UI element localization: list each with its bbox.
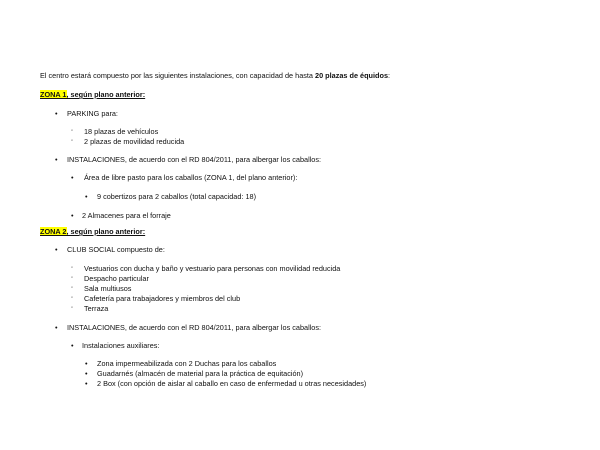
zona2-heading — [40, 227, 145, 236]
bullet-icon: • — [71, 341, 74, 350]
bullet-icon: • — [85, 379, 88, 388]
club-item: Despacho particular — [84, 274, 149, 283]
sub-bullet-icon: ◦ — [71, 305, 74, 311]
parking-item: 2 plazas de movilidad reducida — [84, 137, 185, 146]
intro-suffix: : — [388, 71, 391, 80]
zona1-area: Área de libre pasto para los caballos (ZONA 1, del plano anterior): — [84, 173, 298, 182]
zona1-rest: , según plano anterior: — [66, 90, 146, 99]
sub-bullet-icon: ◦ — [71, 285, 74, 291]
sub-bullet-icon: ◦ — [71, 138, 74, 144]
zona1-label: ZONA 1 — [40, 90, 67, 99]
zona2-aux: Instalaciones auxiliares: — [82, 341, 160, 350]
zona2-label: ZONA 2 — [40, 227, 67, 236]
aux-item: 2 Box (con opción de aislar al caballo en caso de enfermedad u otras necesidades) — [97, 379, 367, 388]
parking-item: 18 plazas de vehículos — [84, 127, 159, 136]
bullet-icon: • — [55, 155, 58, 164]
bullet-icon: • — [71, 173, 74, 182]
club-title: CLUB SOCIAL compuesto de: — [67, 245, 165, 254]
intro-prefix: El centro estará compuesto por las siguientes instalaciones, con capacidad de hasta — [40, 71, 316, 80]
bullet-icon: • — [55, 109, 58, 118]
sub-bullet-icon: ◦ — [71, 275, 74, 281]
bullet-icon: • — [55, 245, 58, 254]
bullet-icon: • — [71, 211, 74, 220]
aux-item: Guadarnés (almacén de material para la práctica de equitación) — [97, 369, 304, 378]
zona1-cobertizos: 9 cobertizos para 2 caballos (total capacidad: 18) — [97, 192, 257, 201]
zona2-instalaciones-title: INSTALACIONES, de acuerdo con el RD 804/2011, para albergar los caballos: — [67, 323, 322, 332]
club-item: Vestuarios con ducha y baño y vestuario para personas con movilidad reducida — [84, 264, 341, 273]
sub-bullet-icon: ◦ — [71, 295, 74, 301]
aux-item: Zona impermeabilizada con 2 Duchas para los caballos — [97, 359, 277, 368]
bullet-icon: • — [55, 323, 58, 332]
zona1-instalaciones-title: INSTALACIONES, de acuerdo con el RD 804/2011, para albergar los caballos: — [67, 155, 322, 164]
sub-bullet-icon: ◦ — [71, 265, 74, 271]
sub-bullet-icon: ◦ — [71, 128, 74, 134]
club-item: Cafetería para trabajadores y miembros del club — [84, 294, 241, 303]
bullet-icon: • — [85, 369, 88, 378]
intro-bold: 20 plazas de équidos — [315, 71, 389, 80]
club-item: Sala multiusos — [84, 284, 132, 293]
zona2-rest: , según plano anterior: — [66, 227, 146, 236]
club-item: Terraza — [84, 304, 109, 313]
parking-title: PARKING para: — [67, 109, 118, 118]
bullet-icon: • — [85, 192, 88, 201]
bullet-icon: • — [85, 359, 88, 368]
intro-paragraph — [40, 71, 390, 80]
zona1-heading — [40, 90, 145, 99]
zona1-almacenes: 2 Almacenes para el forraje — [82, 211, 171, 220]
